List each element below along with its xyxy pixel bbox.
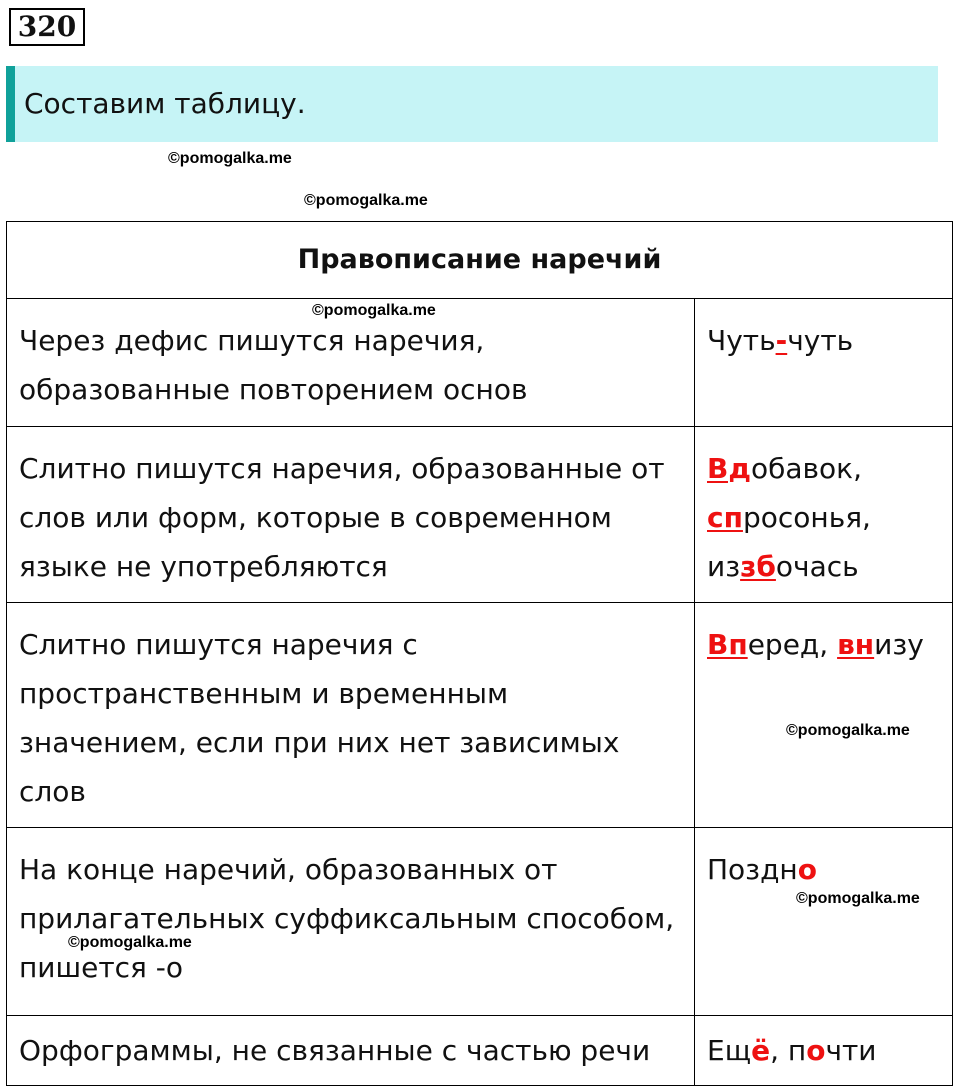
spelling-highlight: зб (740, 550, 776, 583)
example-cell (695, 299, 953, 427)
example-text: , п (770, 1034, 807, 1067)
table-row (7, 427, 953, 603)
example-text: обавок, (750, 452, 862, 485)
task-banner (6, 66, 938, 142)
example-text: чуть (787, 324, 854, 357)
table-row (7, 603, 953, 828)
table-row (7, 828, 953, 1016)
spelling-highlight: вн (837, 628, 875, 661)
watermark: ©pomogalka.me (304, 192, 428, 209)
exercise-number: 320 (9, 8, 85, 46)
rule-cell: На конце наречий, образованных от прилагательных суффиксальным способом, пишется -о (7, 828, 695, 1016)
example-text: изу (874, 628, 924, 661)
example-cell (695, 427, 953, 603)
example-text: росонья, (742, 501, 871, 534)
rule-cell: Слитно пишутся наречия с пространственным и временным значением, если при них нет зависимых слов (7, 603, 695, 828)
rule-cell: Слитно пишутся наречия, образованные от слов или форм, которые в современном языке не употребляются (7, 427, 695, 603)
spelling-highlight: о (797, 853, 817, 886)
rule-cell: Через дефис пишутся наречия, образованные повторением основ (7, 299, 695, 427)
table-row (7, 1016, 953, 1086)
watermark: ©pomogalka.me (68, 934, 192, 951)
spelling-highlight: о (806, 1034, 826, 1067)
example-text: еред, (747, 628, 838, 661)
watermark: ©pomogalka.me (786, 722, 910, 739)
example-text: Ещ (707, 1034, 752, 1067)
table-row (7, 299, 953, 427)
watermark: ©pomogalka.me (168, 150, 292, 167)
example-text: очась (775, 550, 859, 583)
spelling-highlight: - (775, 324, 788, 357)
spelling-highlight: ё (751, 1034, 771, 1067)
example-text: Чуть (707, 324, 776, 357)
spelling-highlight: Вп (707, 628, 748, 661)
example-text: чти (825, 1034, 877, 1067)
example-text: из (707, 550, 741, 583)
example-text: Поздн (707, 853, 798, 886)
watermark: ©pomogalka.me (796, 890, 920, 907)
adverb-spelling-table (6, 221, 953, 1086)
task-text: Составим таблицу. (24, 87, 306, 120)
spelling-highlight: сп (707, 501, 743, 534)
rule-cell: Орфограммы, не связанные с частью речи (7, 1016, 695, 1086)
watermark: ©pomogalka.me (312, 302, 436, 319)
example-cell (695, 828, 953, 1016)
example-cell (695, 1016, 953, 1086)
table-title: Правописание наречий (7, 222, 953, 299)
example-cell (695, 603, 953, 828)
spelling-highlight: Вд (707, 452, 751, 485)
